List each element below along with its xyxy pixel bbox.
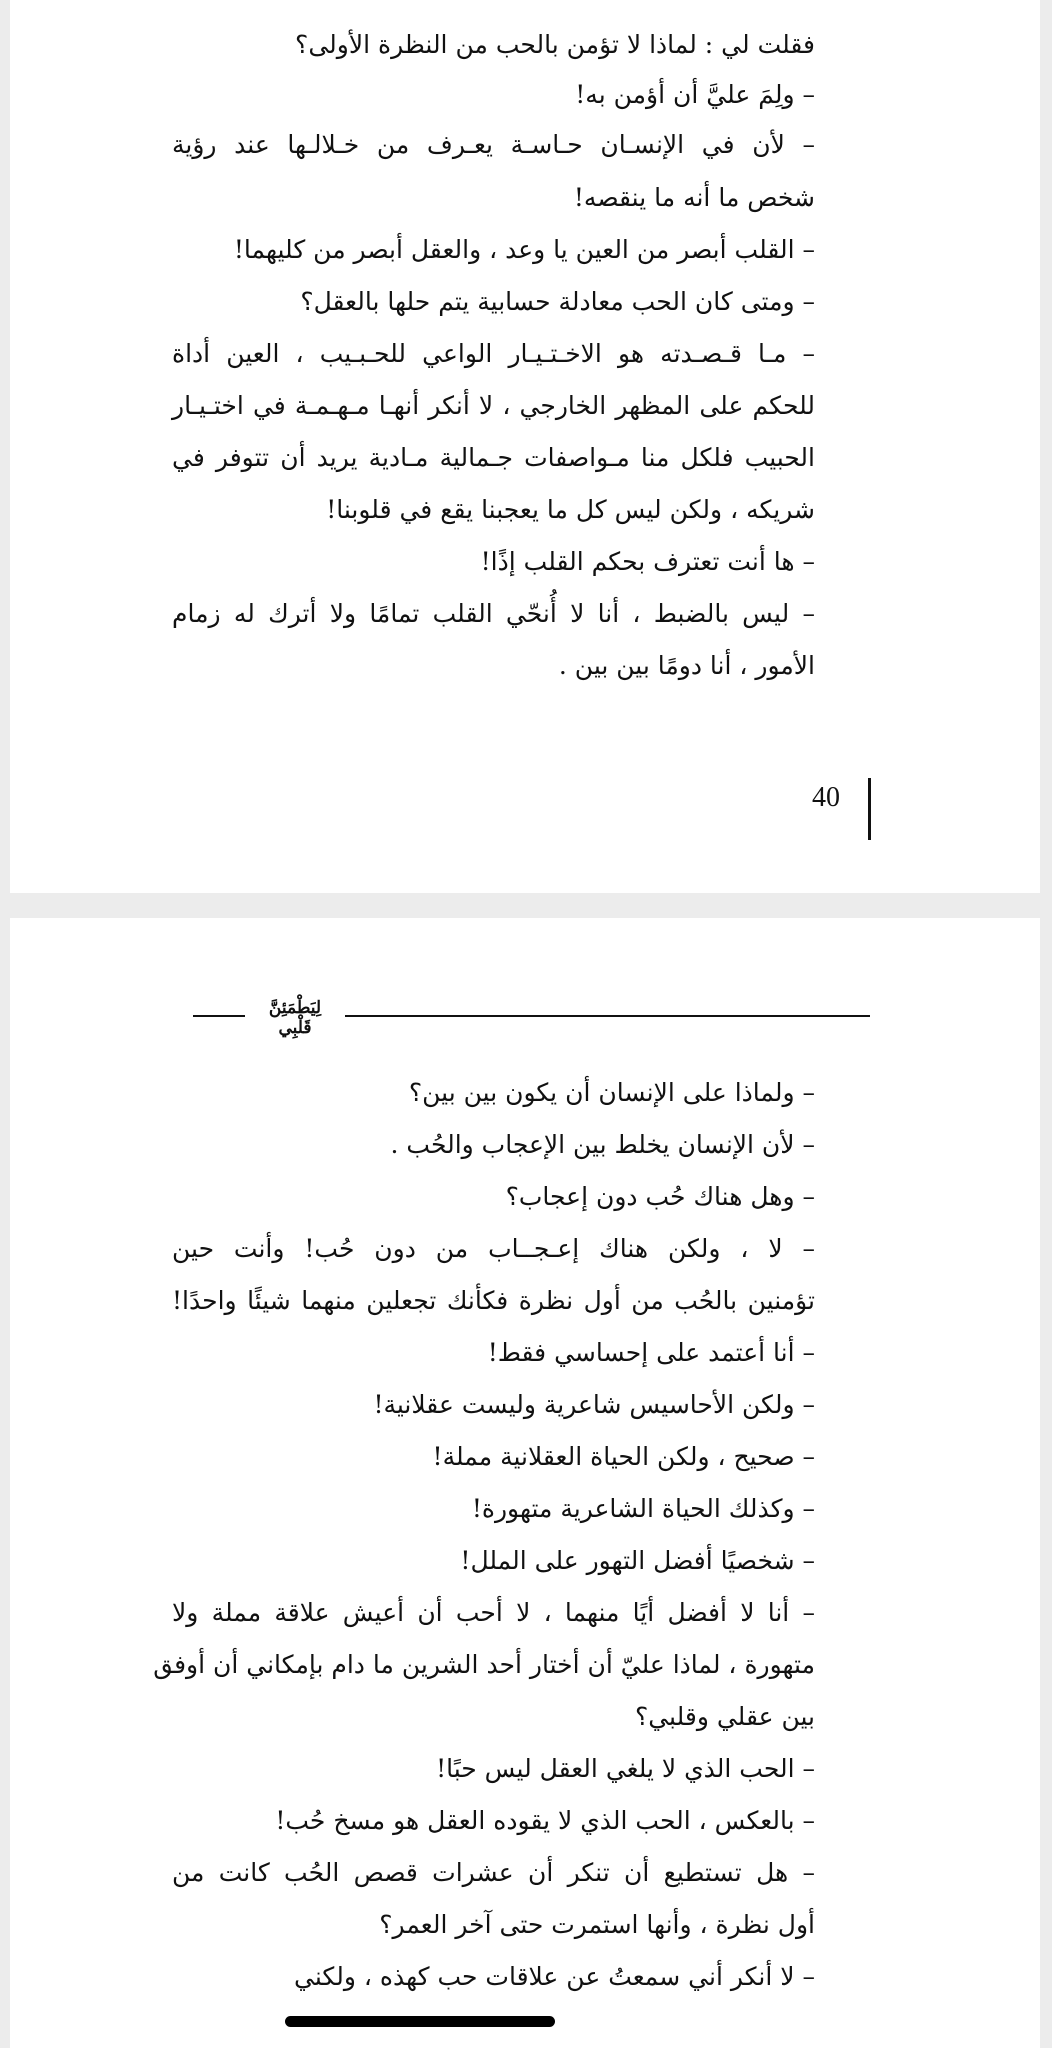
text-line: – لا ، ولكن هناك إعـجــاب من دون حُب! وأنت حين bbox=[172, 1234, 815, 1263]
text-line: – أنا أعتمد على إحساسي فقط! bbox=[487, 1338, 815, 1367]
text-line: – ليس بالضبط ، أنا لا أُنحّي القلب تمامًا ولا أترك له زمام bbox=[172, 599, 815, 628]
text-line: الأمور ، أنا دومًا بين بين . bbox=[558, 651, 815, 680]
text-line: – مـا قـصـدته هو الاخـتـيـار الواعي للحـبـيب ، العين أداة bbox=[172, 339, 815, 368]
text-line: – وكذلك الحياة الشاعرية متهورة! bbox=[471, 1494, 815, 1523]
running-header-title: لِيَطْمَئِنَّ قَلْبِي bbox=[268, 998, 322, 1038]
text-line: – هل تستطيع أن تنكر أن عشرات قصص الحُب كانت من bbox=[172, 1858, 815, 1887]
text-line: الحبيب فلكل منا مـواصفات جـمالية مـادية يريد أن تتوفر في bbox=[172, 443, 815, 472]
text-line: – أنا لا أفضل أيًا منهما ، لا أحب أن أعيش علاقة مملة ولا bbox=[172, 1598, 815, 1627]
text-line: متهورة ، لماذا عليّ أن أختار أحد الشرين ما دام بإمكاني أن أوفق bbox=[153, 1650, 815, 1679]
text-line: بين عقلي وقلبي؟ bbox=[634, 1702, 815, 1731]
text-line: – ولكن الأحاسيس شاعرية وليست عقلانية! bbox=[373, 1390, 815, 1419]
text-line: – لأن الإنسان يخلط بين الإعجاب والحُب . bbox=[390, 1130, 815, 1159]
text-line: – وهل هناك حُب دون إعجاب؟ bbox=[505, 1182, 815, 1211]
text-line: – ها أنت تعترف بحكم القلب إذًا! bbox=[480, 547, 815, 576]
text-line: – لأن في الإنسـان حـاسـة يعـرف من خـلالـها عند رؤية bbox=[172, 130, 815, 159]
page-number-divider bbox=[868, 778, 871, 840]
text-line: – القلب أبصر من العين يا وعد ، والعقل أبصر من كليهما! bbox=[233, 235, 815, 264]
text-line: – لا أنكر أني سمعتُ عن علاقات حب كهذه ، ولكني bbox=[294, 1962, 815, 1991]
text-line: – بالعكس ، الحب الذي لا يقوده العقل هو مسخ حُب! bbox=[275, 1806, 815, 1835]
text-line: شخص ما أنه ما ينقصه! bbox=[573, 183, 815, 212]
page-number: 40 bbox=[812, 782, 840, 813]
text-line: شريكه ، ولكن ليس كل ما يعجبنا يقع في قلوبنا! bbox=[326, 495, 815, 524]
text-line: – ولِمَ عليَّ أن أؤمن به! bbox=[575, 80, 815, 109]
text-line: فقلت لي : لماذا لا تؤمن بالحب من النظرة الأولى؟ bbox=[295, 30, 815, 59]
header-rule-short bbox=[193, 1015, 245, 1017]
text-line: – صحيح ، ولكن الحياة العقلانية مملة! bbox=[432, 1442, 815, 1471]
text-line: للحكم على المظهر الخارجي ، لا أنكر أنهـا مـهـمـة في اختـيـار bbox=[172, 391, 815, 420]
text-line: – ومتى كان الحب معادلة حسابية يتم حلها بالعقل؟ bbox=[300, 287, 815, 316]
header-rule-long bbox=[345, 1015, 870, 1017]
text-line: أول نظرة ، وأنها استمرت حتى آخر العمر؟ bbox=[379, 1910, 815, 1939]
redaction-bar bbox=[285, 2016, 555, 2027]
text-line: – شخصيًا أفضل التهور على الملل! bbox=[460, 1546, 815, 1575]
text-line: تؤمنين بالحُب من أول نظرة فكأنك تجعلين منهما شيئًا واحدًا! bbox=[172, 1286, 815, 1315]
text-line: – الحب الذي لا يلغي العقل ليس حبًا! bbox=[436, 1754, 815, 1783]
text-line: – ولماذا على الإنسان أن يكون بين بين؟ bbox=[408, 1078, 815, 1107]
